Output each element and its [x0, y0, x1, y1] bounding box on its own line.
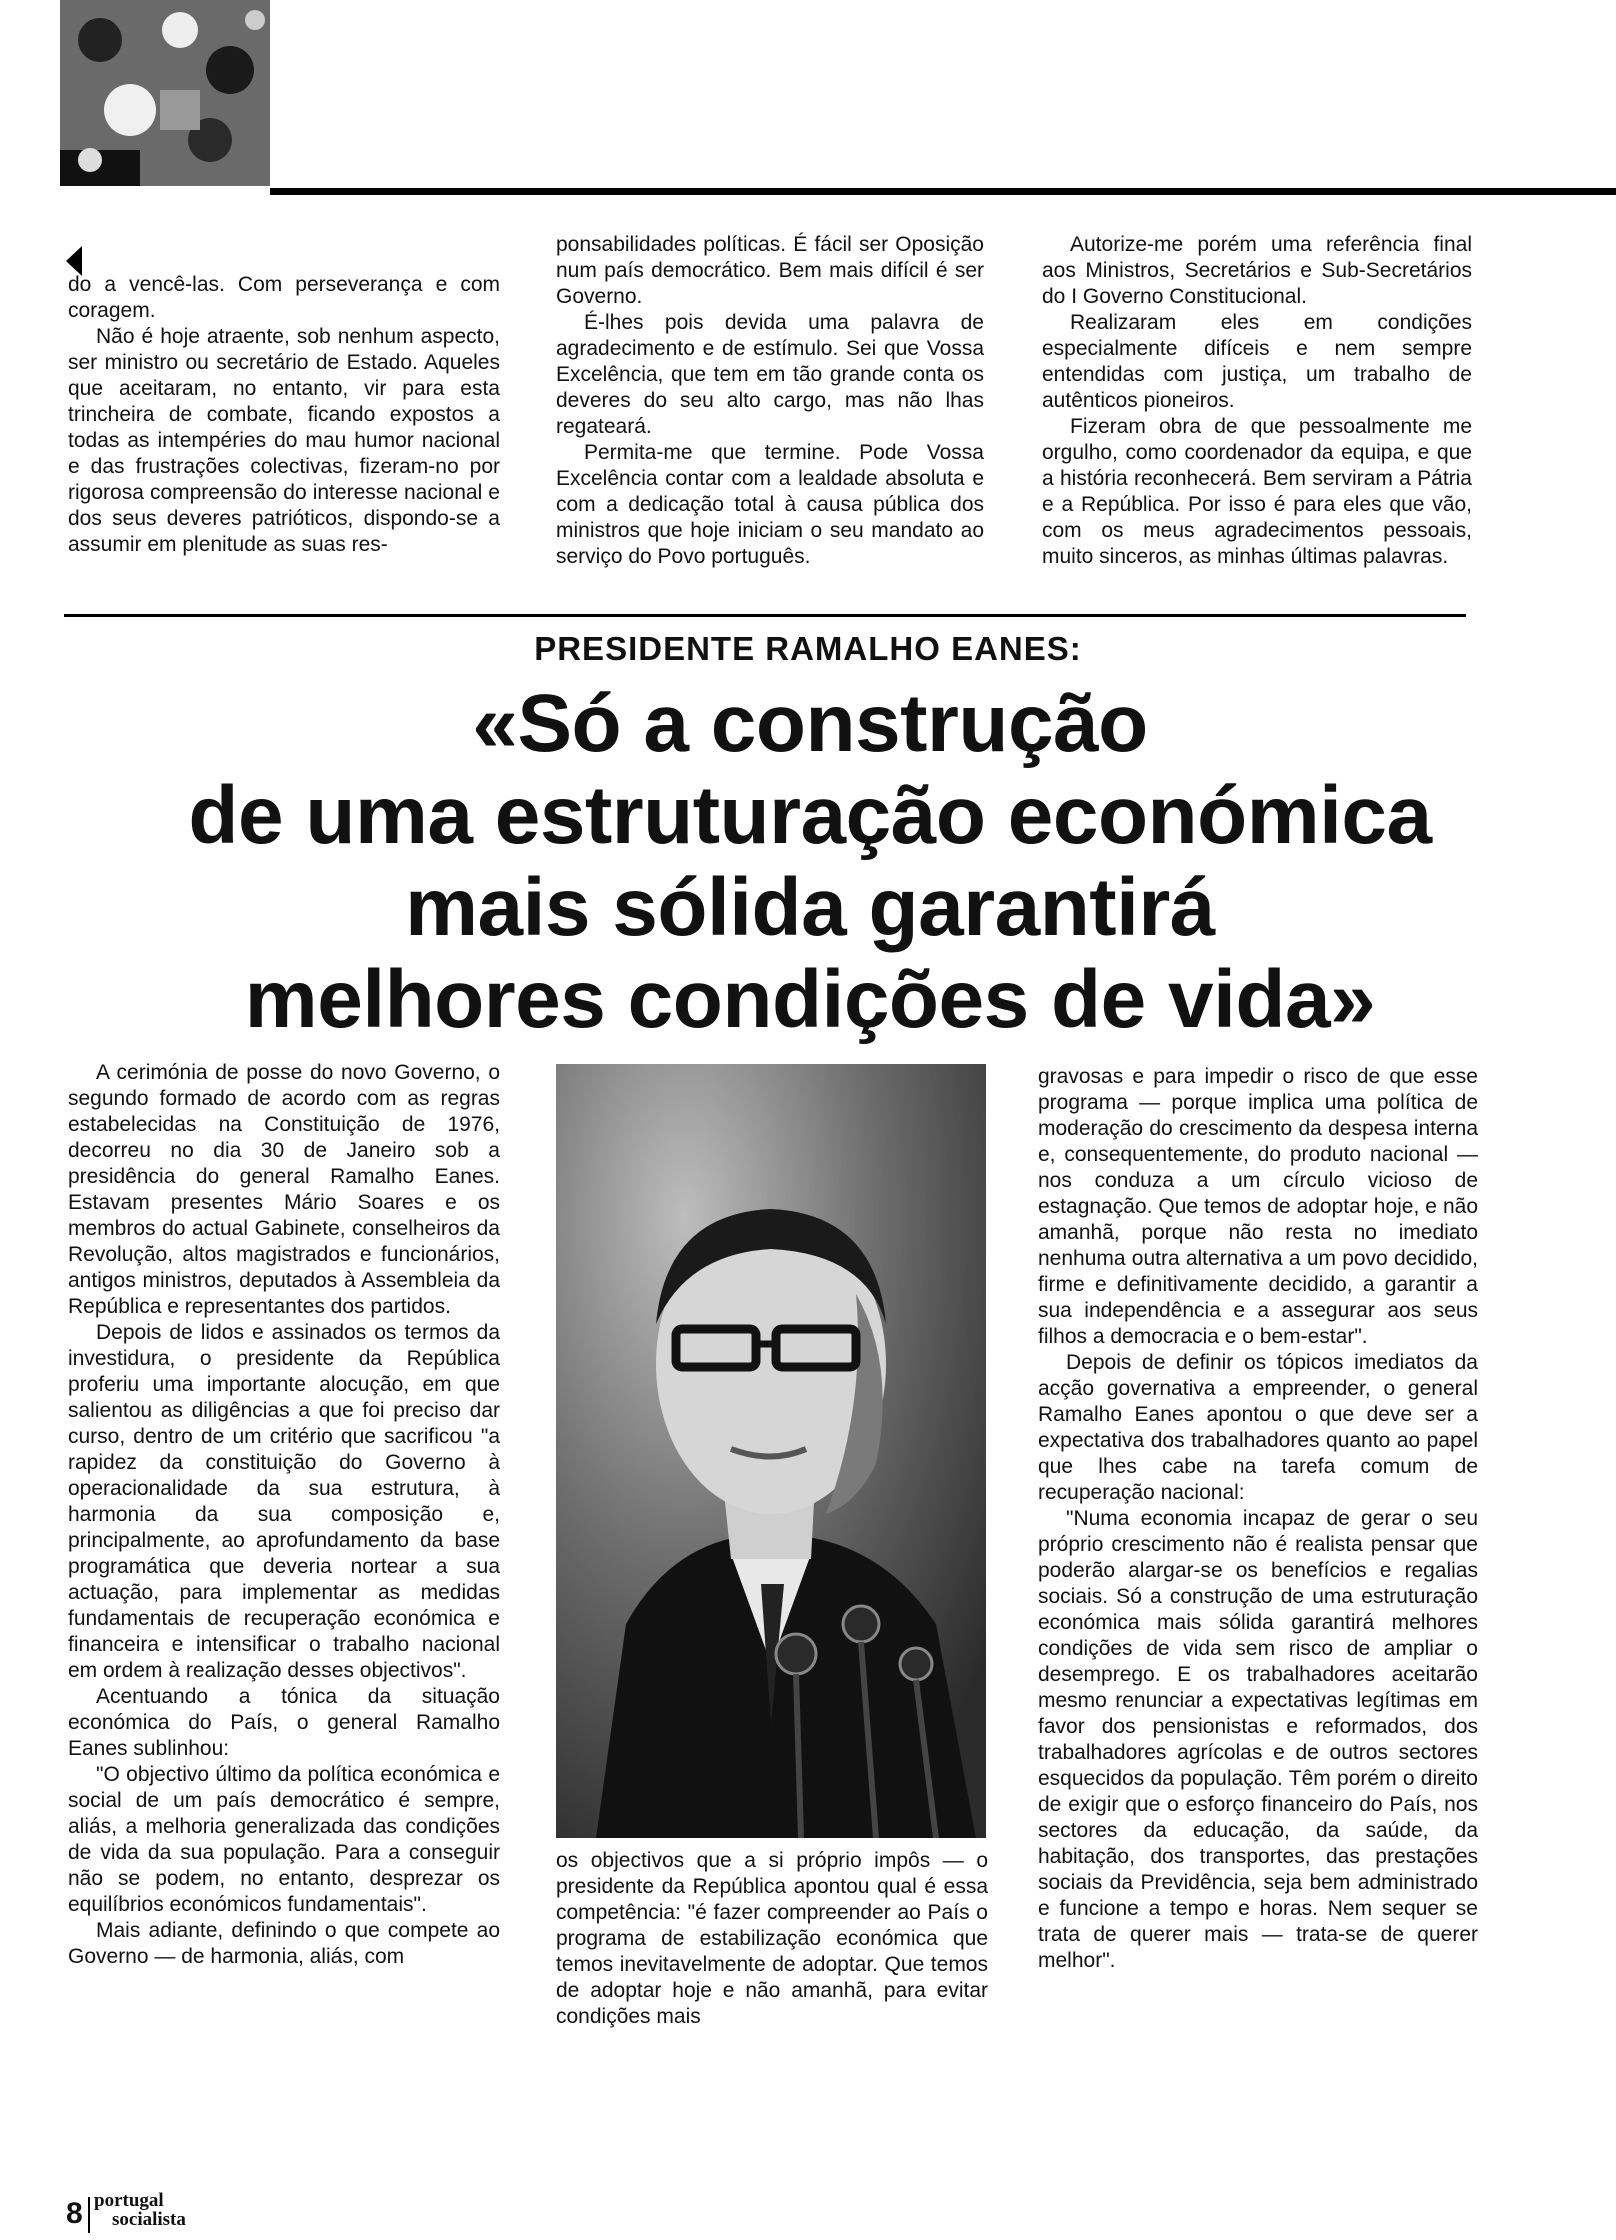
- article-col3-para-1: gravosas e para impedir o risco de que esse programa — porque implica uma política de moderação do crescimento da despesa interna e, consequentemente, do produto nacional — nos conduza a um círculo vicioso de estagnação. Que temos de adoptar hoje, e não amanhã, porque não resta no imediato nenhuma outra alternativa a um povo decidido, firme e definitivamente decidido, a garantir a sua independência e a assegurar aos seus filhos a democracia e o bem-estar".: [1038, 1065, 1478, 1348]
- page-number: 8: [66, 2197, 83, 2230]
- top-column-1: [68, 244, 500, 558]
- top-col3-para-1: Autorize-me porém uma referência final aos Ministros, Secretários e Sub-Secretários do I Governo Constitucional.: [1042, 233, 1472, 308]
- top-col2-para-2: É-lhes pois devida uma palavra de agradecimento e de estímulo. Sei que Vossa Excelência, que tem em tão grande conta os deveres do seu alto cargo, mas não lhas regateará.: [556, 311, 984, 438]
- top-col2-para-1: ponsabilidades políticas. É fácil ser Oposição num país democrático. Bem mais difícil é ser Governo.: [556, 233, 984, 308]
- article-col1-para-2: Depois de lidos e assinados os termos da investidura, o presidente da República proferiu uma importante alocução, em que salientou as diligências a que foi preciso dar curso, dentro de um critério que sacrificou "a rapidez da constituição do Governo à operacionalidade da sua estrutura, à harmonia da sua composição e, principalmente, ao aprofundamento da base programática que deveria nortear a sua actuação, para implementar as medidas fundamentais de recuperação económica e financeira e intensificar o trabalho nacional em ordem à realização desses objectivos".: [68, 1321, 500, 1682]
- article-col1-para-1: A cerimónia de posse do novo Governo, o segundo formado de acordo com as regras estabelecidas na Constituição de 1976, decorreu no dia 30 de Janeiro sob a presidência do general Ramalho Eanes. Estavam presentes Mário Soares e os membros do actual Gabinete, conselheiros da Revolução, altos magistrados e funcionários, antigos ministros, deputados à Assembleia da República e representantes dos partidos.: [68, 1061, 500, 1318]
- header-rule: [270, 188, 1616, 195]
- header-photo-thumbnail: [60, 0, 270, 186]
- top-col1-para-1: do a vencê-las. Com perseverança e com coragem.: [68, 273, 500, 322]
- masthead-line-2: socialista: [112, 2209, 186, 2230]
- top-column-2: [556, 232, 984, 570]
- top-col3-para-3: Fizeram obra de que pessoalmente me orgulho, como coordenador da equipa, e que a história reconhecerá. Bem serviram a Pátria e a República. Por isso é para eles que vão, com os meus agradecimentos pessoais, muito sinceros, as minhas últimas palavras.: [1042, 415, 1472, 568]
- headline-line-2: de uma estruturação económica: [188, 770, 1432, 861]
- article-col3-para-3: "Numa economia incapaz de gerar o seu próprio crescimento não é realista pensar que poderão alargar-se os benefícios e regalias sociais. Só a construção de uma estruturação económica mais sólida garantirá melhores condições de vida sem risco de ampliar o desemprego. E os trabalhadores aceitarão mesmo renunciar a expectativas legítimas em favor dos pensionistas e reformados, dos trabalhadores agrícolas e de outros sectores esquecidos da população. Têm porém o direito de exigir que o esforço financeiro do País, nos sectores da educação, da saúde, da habitação, dos transportes, das prestações sociais da Previdência, seja bem administrado e funcione a tempo e horas. Nem sequer se trata de querer mais — trata-se de querer melhor".: [1038, 1507, 1478, 1972]
- footer-divider: [88, 2197, 90, 2233]
- article-kicker: PRESIDENTE RAMALHO EANES:: [534, 630, 1082, 667]
- headline-line-1: «Só a construção: [472, 678, 1148, 769]
- article-col1-para-4: "O objectivo último da política económica e social de um país democrático é sempre, aliás, a melhoria generalizada das condições de vida da sua população. Para a conseguir não se podem, no entanto, desprezar os equilíbrios económicos fundamentais".: [68, 1763, 500, 1916]
- top-col3-para-2: Realizaram eles em condições especialmente difíceis e nem sempre entendidas com justiça, um trabalho de autênticos pioneiros.: [1042, 311, 1472, 412]
- article-col1-para-5: Mais adiante, definindo o que compete ao Governo — de harmonia, aliás, com: [68, 1919, 500, 1968]
- article-headline: [60, 678, 1560, 1046]
- article-col3-para-2: Depois de definir os tópicos imediatos da acção governativa a empreender, o general Ramalho Eanes apontou o que deve ser a expectativa dos trabalhadores quanto ao papel que lhes cabe na tarefa comum de recuperação nacional:: [1038, 1351, 1478, 1504]
- masthead-line-1: portugal: [94, 2190, 164, 2211]
- article-column-3: [1038, 1064, 1478, 1974]
- headline-line-3: mais sólida garantirá: [405, 862, 1215, 953]
- publication-masthead: [94, 2191, 186, 2229]
- article-column-1: [68, 1060, 500, 1970]
- headline-line-4: melhores condições de vida»: [244, 954, 1376, 1045]
- article-col1-para-3: Acentuando a tónica da situação económica do País, o general Ramalho Eanes sublinhou:: [68, 1685, 500, 1760]
- top-col1-para-2: Não é hoje atraente, sob nenhum aspecto, ser ministro ou secretário de Estado. Aqueles que aceitaram, no entanto, vir para esta trincheira de combate, ficando expostos a todas as intempéries do mau humor nacional e das frustrações colectivas, fizeram-no por rigorosa compreensão do interesse nacional e dos seus deveres patrióticos, dispondo-se a assumir em plenitude as suas res-: [68, 325, 500, 556]
- top-column-3: [1042, 232, 1472, 570]
- portrait-photo: [556, 1064, 986, 1838]
- top-col2-para-3: Permita-me que termine. Pode Vossa Excelência contar com a lealdade absoluta e com a dedicação total à causa pública dos ministros que hoje iniciam o seu mandato ao serviço do Povo português.: [556, 441, 984, 568]
- article-col2-para-1: os objectivos que a si próprio impôs — o presidente da República apontou qual é essa competência: "é fazer compreender ao País o programa de estabilização económica que temos inevitavelmente de adoptar. Que temos de adoptar hoje e não amanhã, para evitar condições mais: [556, 1849, 988, 2028]
- article-column-2: [556, 1848, 988, 2030]
- section-divider: [64, 614, 1466, 617]
